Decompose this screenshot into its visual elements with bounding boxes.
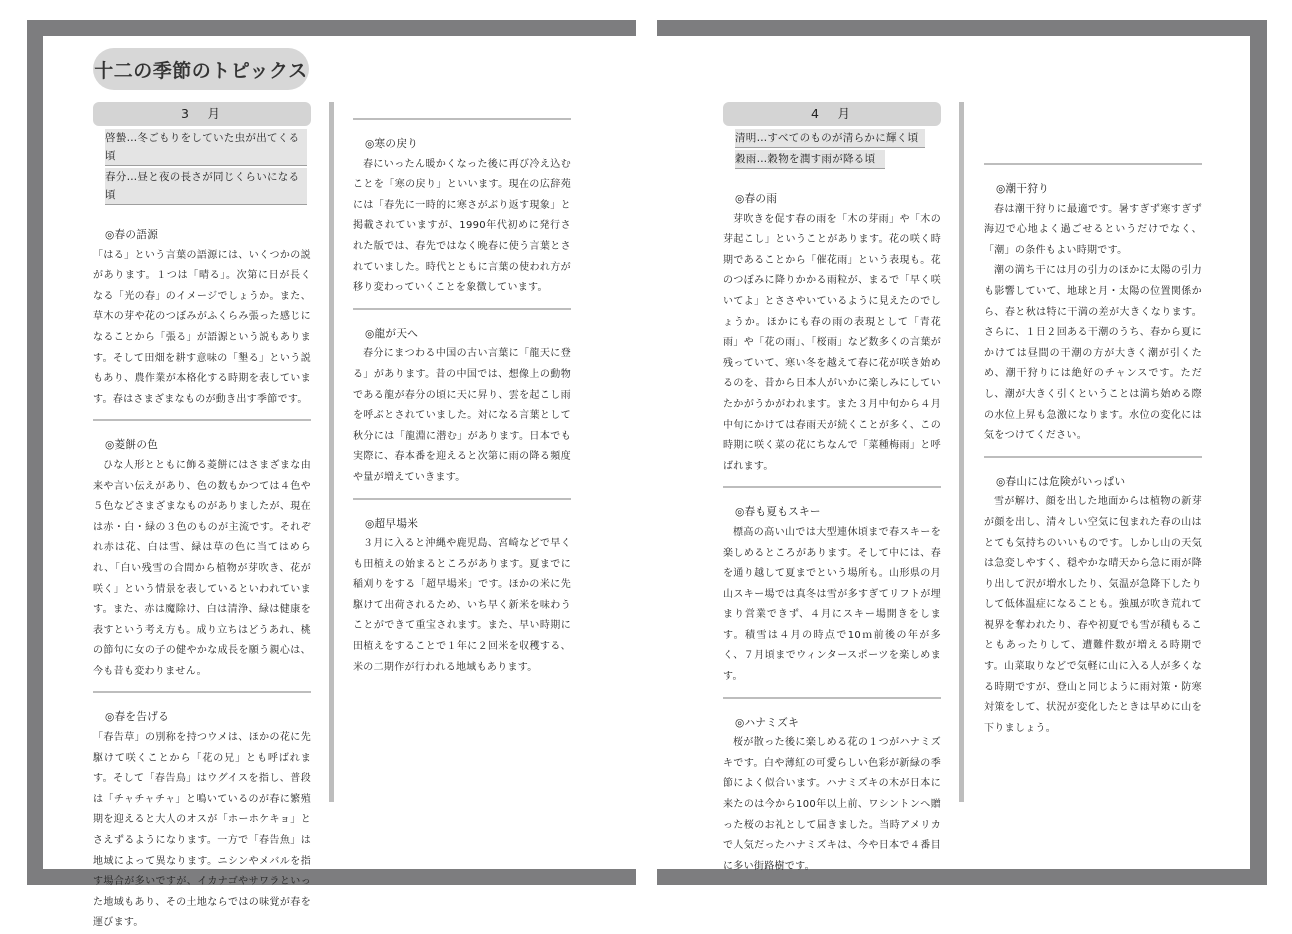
paragraph: 「春告草」の別称を持つウメは、ほかの花に先駆けて咲くことから「花の兄」とも呼ばれます。そして「春告鳥」はウグイスを指し、普段は「チャチャチャ」と鳴いているのが春に繁殖期を迎えると大人のオスが「ホーホケキョ」とさえずるようになります。一方で「春告魚」は地域によって異なります。ニシンやメバルを指す場合が多いですが、イカナゴやサワラといった地域もあり、その土地ならではの味覚が春を運びます。 [93, 732, 311, 929]
paragraph: 春にいったん暖かくなった後に再び冷え込むことを「寒の戻り」といいます。現在の広辞苑には「春先に一時的に寒さがぶり返す現象」と掲載されていますが、1990年代初めに発行された版では、春先ではなく晩春に使う言葉とされていました。時代とともに言葉の使われ方が移り変わっていくことを象徴しています。 [353, 158, 571, 294]
section-body [723, 210, 941, 478]
paragraph: 雪が解け、顔を出した地面からは植物の新芽が顔を出し、清々しい空気に包まれた春の山はとても気持ちのいいものです。しかし山の天気は急変しやすく、穏やかな晴天から急に雨が降り出して沢が増水したり、気温が急降下したりして低体温症になることも。強風が吹き荒れて視界を奪われたり、春や初夏でも雪が積もることもあったりして、遭難件数が増える時期です。山菜取りなどで気軽に山に入る人が多くなる時期ですが、登山と同じように雨対策・防寒対策をして、状況が変化したときは早めに山を下りましょう。 [984, 496, 1202, 734]
section-divider [93, 419, 311, 421]
section-divider [353, 308, 571, 310]
column-divider [329, 102, 334, 802]
section-divider [984, 456, 1202, 458]
section-body [984, 200, 1202, 447]
section-body [93, 456, 311, 683]
section-body [984, 492, 1202, 739]
section-title: ◎超早場米 [365, 517, 419, 530]
solar-term: 清明…すべてのものが清らかに輝く頃 [735, 129, 925, 148]
section-title: ◎潮干狩り [996, 183, 1050, 195]
left-page-sheet [43, 36, 636, 929]
section-divider [93, 691, 311, 693]
march-solar-terms [93, 129, 311, 205]
paragraph: 芽吹きを促す春の雨を「木の芽雨」や「木の芽起こし」ということがあります。花の咲く時期であることから「催花雨」という表現も。花のつぼみに降りかかる雨粒が、まるで「早く咲いてよ」とささやいているように見えたのでしょうか。ほかにも春の雨の表現として「青花雨」や「花の雨」、「桜雨」など数多くの言葉が残っていて、寒い冬を越えて春に花が咲き始めるのを、昔から日本人がいかに楽しみにしていたかがうかがわれます。また３月中旬から４月中旬にかけては春雨天が続くことが多く、この時期に咲く菜の花にちなんで「菜種梅雨」と呼ばれます。 [723, 213, 941, 472]
section-divider [723, 697, 941, 699]
section-title: ◎菱餅の色 [105, 439, 159, 452]
paragraph: 春分にまつわる中国の古い言葉に「龍天に登る」があります。昔の中国では、想像上の動物である龍が春分の頃に天に昇り、雲を起こし雨を呼ぶとされていました。対になる言葉として秋分には「龍淵に潜む」があります。日本でも実際に、春本番を迎えると次第に雨の降る頻度や量が増えていきます。 [353, 348, 571, 483]
section-divider [984, 163, 1202, 165]
section-body [353, 155, 571, 299]
solar-term: 春分…昼と夜の長さが同じくらいになる頃 [105, 168, 307, 205]
section-divider [353, 498, 571, 500]
section-title: ◎春を告げる [105, 711, 170, 724]
section-title: ◎春の語源 [105, 229, 159, 241]
section-title: ◎春も夏もスキー [735, 506, 821, 519]
month-heading-april: 4 月 [723, 102, 941, 126]
april-column-1 [723, 102, 941, 872]
april-solar-terms [723, 129, 941, 169]
section-title: ◎春の雨 [735, 193, 778, 205]
march-column-2 [353, 118, 571, 818]
column-divider [959, 102, 964, 802]
section-title: ◎龍が天へ [365, 327, 419, 340]
solar-term: 穀雨…穀物を潤す雨が降る頃 [735, 150, 885, 169]
section-body [723, 523, 941, 688]
paragraph: 春は潮干狩りに最適です。暑すぎず寒すぎず海辺で心地よく過ごせるというだけでなく、「潮」の条件もよい時期です。 [984, 203, 1202, 256]
right-page [657, 20, 1267, 885]
section-body [723, 733, 941, 877]
document-title: 十二の季節のトピックス [93, 48, 309, 90]
solar-term: 啓蟄…冬ごもりをしていた虫が出てくる頃 [105, 129, 307, 166]
section-title: ◎寒の戻り [365, 138, 419, 150]
left-page [27, 20, 636, 929]
section-title: ◎ハナミズキ [735, 716, 800, 729]
paragraph: 「はる」という言葉の語源には、いくつかの説があります。１つは「晴る」。次第に日が長くなる「光の春」のイメージでしょうか。また、草木の芽や花のつぼみがふくらみ張った感じになることから「張る」が語源という説もあります。そして田畑を耕す意味の「墾る」という説もあり、農作業が本格化する時期を表しています。春はさまざまなものが動き出す季節です。 [93, 249, 311, 405]
april-column-2 [984, 163, 1202, 863]
paragraph: 桜が散った後に楽しめる花の１つがハナミズキです。白や薄紅の可愛らしい色彩が新緑の季節によく似合います。ハナミズキの木が日本に来たのは今から100年以上前、ワシントンへ贈った桜のお礼として届きました。当時アメリカで人気だったハナミズキは、今や日本で４番目に多い街路樹です。 [723, 737, 941, 872]
section-divider [723, 486, 941, 488]
march-column-1 [93, 102, 311, 929]
right-page-sheet [657, 36, 1250, 872]
month-heading-march: 3 月 [93, 102, 311, 126]
section-divider [353, 118, 571, 120]
section-body [353, 534, 571, 678]
section-body [93, 246, 311, 411]
section-title: ◎春山には危険がいっぱい [996, 475, 1126, 488]
paragraph: ３月に入ると沖縄や鹿児島、宮崎などで早くも田植えの始まるところがあります。夏までに稲刈りをする「超早場米」です。ほかの米に先駆けて出荷されるため、いち早く新米を味わうことができて重宝されます。また、早い時期に田植えをすることで１年に２回米を収穫する、米の二期作が行われる地域もあります。 [353, 538, 571, 673]
paragraph: 標高の高い山では大型連休頃まで春スキーを楽しめるところがあります。そして中には、春を通り越して夏までという場所も。山形県の月山スキー場では真冬は雪が多すぎてリフトが埋まり営業できず、４月にスキー場開きをします。積雪は４月の時点で10ｍ前後の年が多く、７月頃までウィンタースポーツを楽しめます。 [723, 526, 941, 683]
paragraph: ひな人形とともに飾る菱餅にはさまざまな由来や言い伝えがあり、色の数もかつては４色や５色などさまざまなものがありましたが、現在は赤・白・緑の３色のものが主流です。それぞれ赤は花、白は雪、緑は草の色に当てはめられ、「白い残雪の合間から植物が芽吹き、花が咲く」という情景を表しているといわれています。また、赤は魔除け、白は清浄、緑は健康を表すという考え方も。成り立ちはどうあれ、桃の節句に女の子の健やかな成長を願う親心は、今も昔も変わりません。 [93, 459, 311, 677]
paragraph: 潮の満ち干には月の引力のほかに太陽の引力も影響していて、地球と月・太陽の位置関係から、春と秋は特に干満の差が大きくなります。さらに、１日２回ある干潮のうち、春から夏にかけては昼間の干潮の方が大きく潮が引くため、潮干狩りには絶好のチャンスです。ただし、潮が大きく引くということは満ち始める際の水位上昇も急激になります。水位の変化には気をつけてください。 [984, 265, 1202, 442]
section-body [353, 344, 571, 488]
section-body [93, 728, 311, 934]
